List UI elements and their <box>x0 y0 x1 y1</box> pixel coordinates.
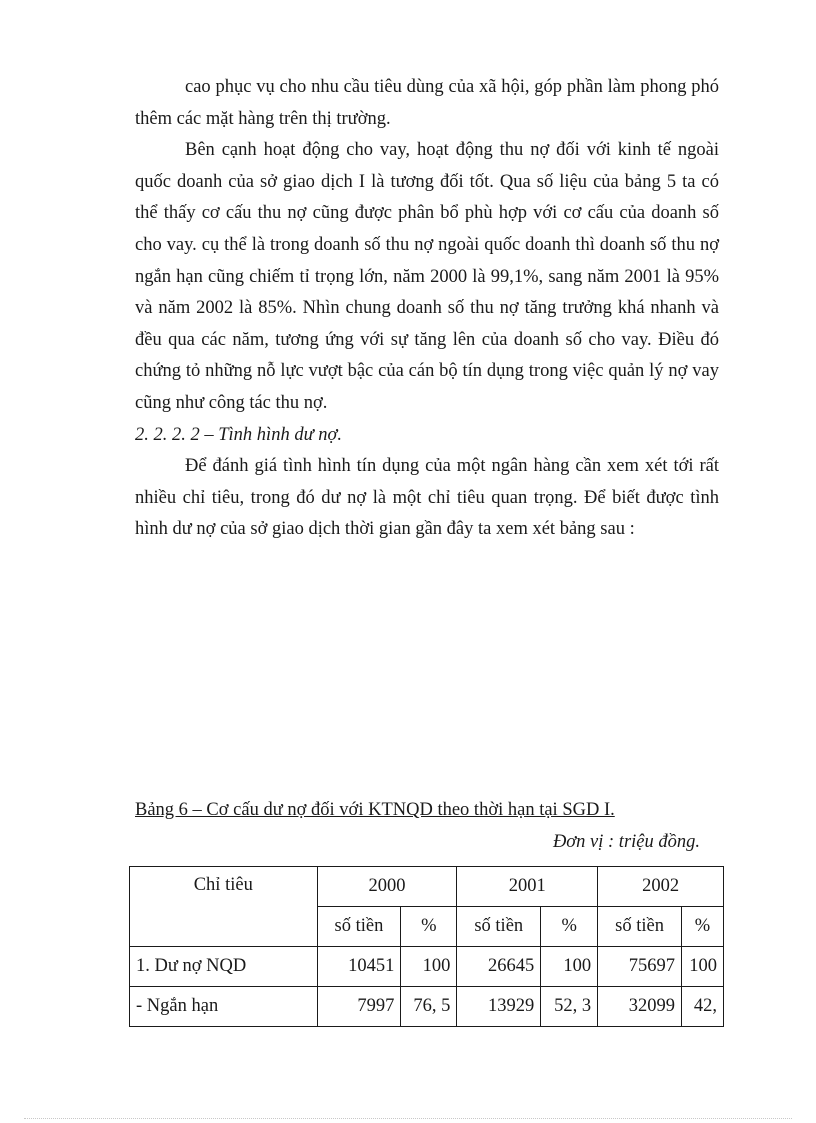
cell-amount: 13929 <box>457 987 541 1027</box>
cell-percent: 76, 5 <box>401 987 457 1027</box>
body-text <box>135 72 719 546</box>
subheader-percent: % <box>401 907 457 947</box>
table-caption: Bảng 6 – Cơ cấu dư nợ đối với KTNQD theo thời hạn tại SGD I. <box>135 800 615 820</box>
cell-percent: 100 <box>541 947 598 987</box>
cell-percent: 52, 3 <box>541 987 598 1027</box>
cell-amount: 32099 <box>598 987 682 1027</box>
table-unit: Đơn vị : triệu đồng. <box>552 832 700 852</box>
paragraph-2: Bên cạnh hoạt động cho vay, hoạt động thu nợ đối với kinh tế ngoài quốc doanh của sở giao dịch I là tương đối tốt. Qua số liệu của bảng 5 ta có thể thấy cơ cấu thu nợ cũng được phân bổ phù hợp với cơ cấu của doanh số cho vay. cụ thể là trong doanh số thu nợ ngoài quốc doanh thì doanh số thu nợ ngắn hạn cũng chiếm tỉ trọng lớn, năm 2000 là 99,1%, sang năm 2001 là 95% và năm 2002 là 85%. Nhìn chung doanh số thu nợ tăng trưởng khá nhanh và đều qua các năm, tương ứng với sự tăng lên của doanh số cho vay. Điều đó chứng tỏ những nỗ lực vượt bậc của cán bộ tín dụng trong việc quản lý nợ vay cũng như công tác thu nợ. <box>135 140 719 413</box>
cell-percent: 100 <box>681 947 723 987</box>
subheader-percent: % <box>681 907 723 947</box>
page-bottom-border <box>24 1118 792 1119</box>
column-header-year: 2000 <box>317 867 457 907</box>
column-header-label: Chỉ tiêu <box>130 867 318 947</box>
cell-percent: 42, <box>681 987 723 1027</box>
row-label: - Ngắn hạn <box>130 987 318 1027</box>
cell-amount: 7997 <box>317 987 401 1027</box>
row-label: 1. Dư nợ NQD <box>130 947 318 987</box>
cell-amount: 75697 <box>598 947 682 987</box>
paragraph-1: cao phục vụ cho nhu cầu tiêu dùng của xã hội, góp phần làm phong phó thêm các mặt hàng trên thị trường. <box>135 77 719 129</box>
section-heading: 2. 2. 2. 2 – Tình hình dư nợ. <box>135 424 343 445</box>
column-header-year: 2001 <box>457 867 598 907</box>
cell-percent: 100 <box>401 947 457 987</box>
paragraph-3: Để đánh giá tình hình tín dụng của một ngân hàng cần xem xét tới rất nhiều chỉ tiêu, trong đó dư nợ là một chỉ tiêu quan trọng. Để biết được tình hình dư nợ của sở giao dịch thời gian gần đây ta xem xét bảng sau : <box>135 456 719 540</box>
table-header-row <box>130 867 724 907</box>
cell-amount: 10451 <box>317 947 401 987</box>
subheader-amount: số tiền <box>598 907 682 947</box>
cell-amount: 26645 <box>457 947 541 987</box>
subheader-amount: số tiền <box>457 907 541 947</box>
table-row <box>130 987 724 1027</box>
data-table <box>129 866 724 1027</box>
column-header-year: 2002 <box>598 867 724 907</box>
subheader-percent: % <box>541 907 598 947</box>
subheader-amount: số tiền <box>317 907 401 947</box>
table-row <box>130 947 724 987</box>
